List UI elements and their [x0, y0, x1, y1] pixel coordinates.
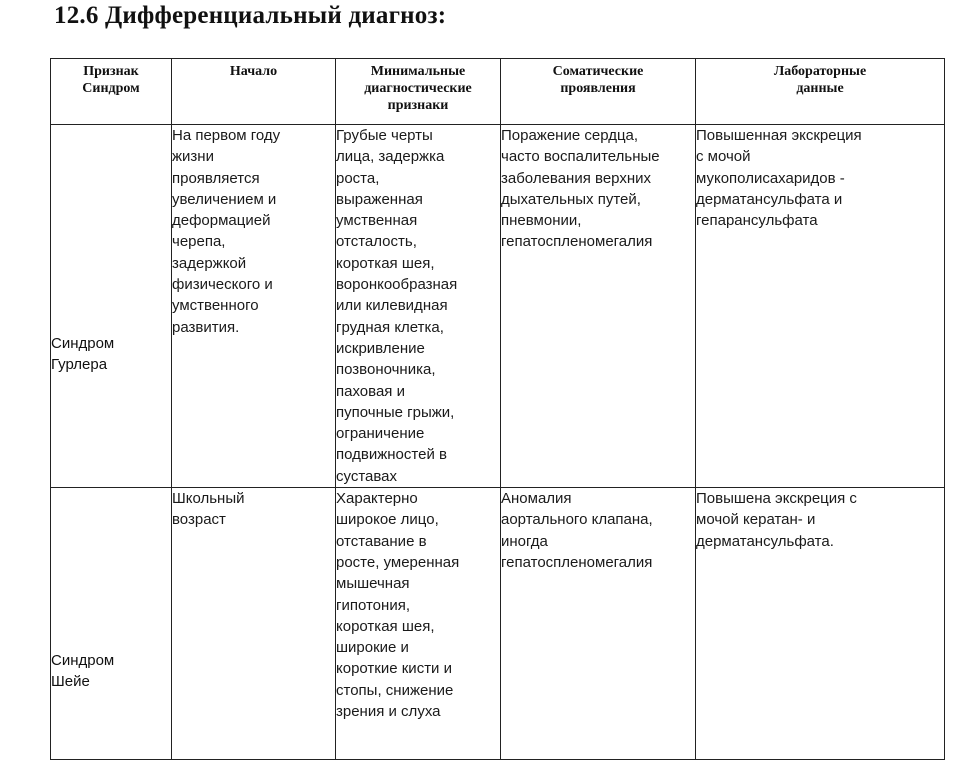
lab-cell: Повышена экскреция с мочой кератан- и дерматансульфата. — [696, 488, 945, 760]
syndrome-name: Синдром Шейе — [51, 651, 115, 690]
table-row — [51, 488, 945, 760]
header-somatic-manifestations: Соматические проявления — [501, 59, 696, 125]
signs-cell: Грубые черты лица, задержка роста, выраженная умственная отсталость, короткая шея, воронкообразная или килевидная грудная клетка, искривление позвоночника, паховая и пупочные грыжи, ограничение подвижностей в суставах — [336, 125, 501, 488]
syndrome-name-cell — [51, 488, 172, 760]
somatic-cell: Аномалия аортального клапана, иногда гепатоспленомегалия — [501, 488, 696, 760]
header-lab-data: Лабораторные данные — [696, 59, 945, 125]
onset-cell: На первом году жизни проявляется увеличением и деформацией черепа, задержкой физического и умственного развития. — [172, 125, 336, 488]
somatic-cell: Поражение сердца, часто воспалительные заболевания верхних дыхательных путей, пневмонии, гепатоспленомегалия — [501, 125, 696, 488]
signs-cell: Характерно широкое лицо, отставание в росте, умеренная мышечная гипотония, короткая шея, широкие и короткие кисти и стопы, снижение зрения и слуха — [336, 488, 501, 760]
table-row — [51, 125, 945, 488]
table-header-row — [51, 59, 945, 125]
syndrome-name: Синдром Гурлера — [51, 335, 115, 374]
syndrome-name-cell — [51, 125, 172, 488]
header-min-diagnostic-signs: Минимальные диагностические признаки — [336, 59, 501, 125]
differential-diagnosis-table — [50, 58, 945, 760]
header-sign-syndrome: Признак Синдром — [51, 59, 172, 125]
onset-cell: Школьный возраст — [172, 488, 336, 760]
lab-cell: Повышенная экскреция с мочой мукополисахаридов - дерматансульфата и гепарансульфата — [696, 125, 945, 488]
header-onset: Начало — [172, 59, 336, 125]
page-title: 12.6 Дифференциальный диагноз: — [54, 2, 447, 29]
